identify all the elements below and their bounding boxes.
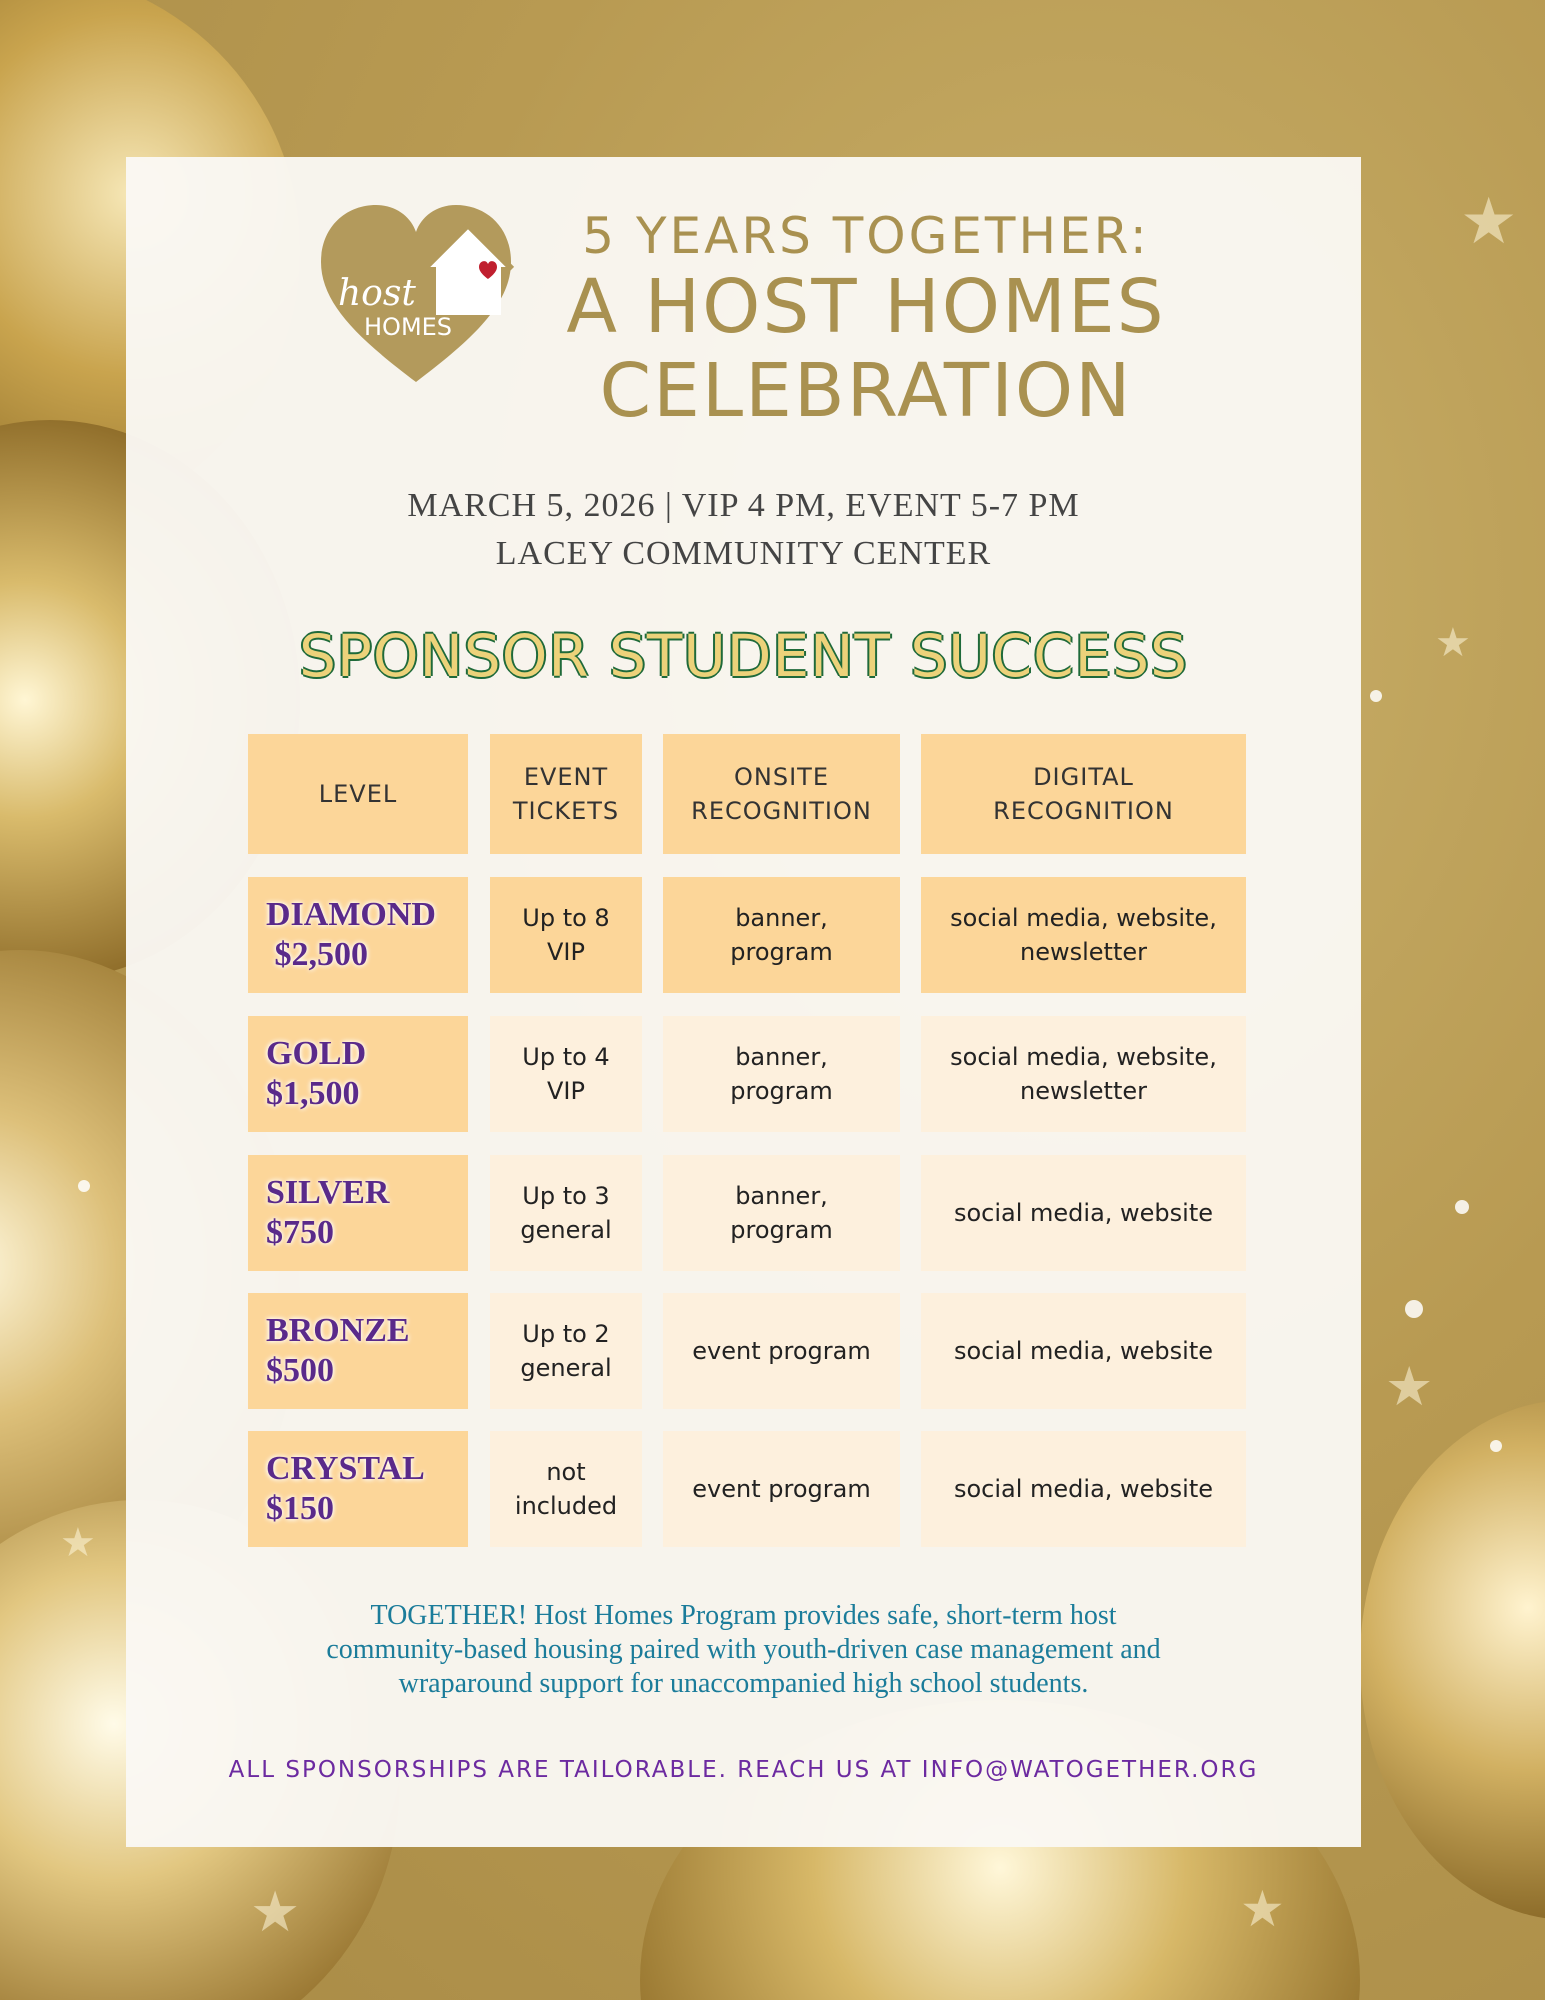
sparkle-dot — [1490, 1440, 1502, 1452]
logo-script: host — [338, 273, 416, 314]
sparkle-dot — [1370, 690, 1382, 702]
onsite-cell: banner, program — [663, 1016, 900, 1132]
event-location: LACEY COMMUNITY CENTER — [495, 535, 992, 572]
contact-footer: ALL SPONSORSHIPS ARE TAILORABLE. REACH US AT INFO@WATOGETHER.ORG — [228, 1757, 1259, 1783]
host-homes-logo — [316, 197, 516, 397]
sparkle-dot — [1455, 1200, 1469, 1214]
star-icon: ★ — [60, 1520, 96, 1566]
tickets-cell: not included — [490, 1431, 642, 1547]
flyer-card — [126, 157, 1361, 1847]
event-date-time: MARCH 5, 2026 | VIP 4 PM, EVENT 5-7 PM — [407, 487, 1080, 524]
level-cell-silver: SILVER $750 — [248, 1155, 468, 1271]
header-digital-recognition: DIGITAL RECOGNITION — [921, 734, 1246, 854]
tickets-cell: Up to 4 VIP — [490, 1016, 642, 1132]
balloon-decoration — [1360, 1400, 1545, 1920]
event-subtitle: 5 YEARS TOGETHER: — [582, 207, 1150, 265]
digital-cell: social media, website, newsletter — [921, 1016, 1246, 1132]
level-cell-diamond: DIAMOND $2,500 — [248, 877, 468, 993]
level-cell-crystal: CRYSTAL $150 — [248, 1431, 468, 1547]
onsite-cell: banner, program — [663, 877, 900, 993]
star-icon: ★ — [1385, 1355, 1434, 1418]
event-title-line: A HOST HOMES — [566, 264, 1166, 350]
level-cell-gold: GOLD $1,500 — [248, 1016, 468, 1132]
onsite-cell: event program — [663, 1431, 900, 1547]
star-icon: ★ — [1435, 620, 1471, 666]
digital-cell: social media, website — [921, 1431, 1246, 1547]
header-onsite-recognition: ONSITE RECOGNITION — [663, 734, 900, 854]
onsite-cell: banner, program — [663, 1155, 900, 1271]
digital-cell: social media, website, newsletter — [921, 877, 1246, 993]
digital-cell: social media, website — [921, 1293, 1246, 1409]
tickets-cell: Up to 2 general — [490, 1293, 642, 1409]
event-title-line: CELEBRATION — [599, 348, 1133, 434]
star-icon: ★ — [1240, 1880, 1285, 1938]
star-icon: ★ — [250, 1880, 301, 1945]
tickets-cell: Up to 8 VIP — [490, 877, 642, 993]
header-level: LEVEL — [248, 734, 468, 854]
program-description: TOGETHER! Host Homes Program provides safe, short-term host community-based housing paired with youth-driven case management and wraparound support for unaccompanied high school students. — [326, 1600, 1161, 1699]
star-icon: ★ — [1460, 185, 1518, 259]
header-event-tickets: EVENT TICKETS — [490, 734, 642, 854]
tickets-cell: Up to 3 general — [490, 1155, 642, 1271]
logo-word: HOMES — [364, 313, 453, 341]
event-title — [496, 265, 1236, 433]
digital-cell: social media, website — [921, 1155, 1246, 1271]
sparkle-dot — [78, 1180, 90, 1192]
onsite-cell: event program — [663, 1293, 900, 1409]
section-title: SPONSOR STUDENT SUCCESS — [299, 622, 1188, 690]
sparkle-dot — [1405, 1300, 1423, 1318]
level-cell-bronze: BRONZE $500 — [248, 1293, 468, 1409]
